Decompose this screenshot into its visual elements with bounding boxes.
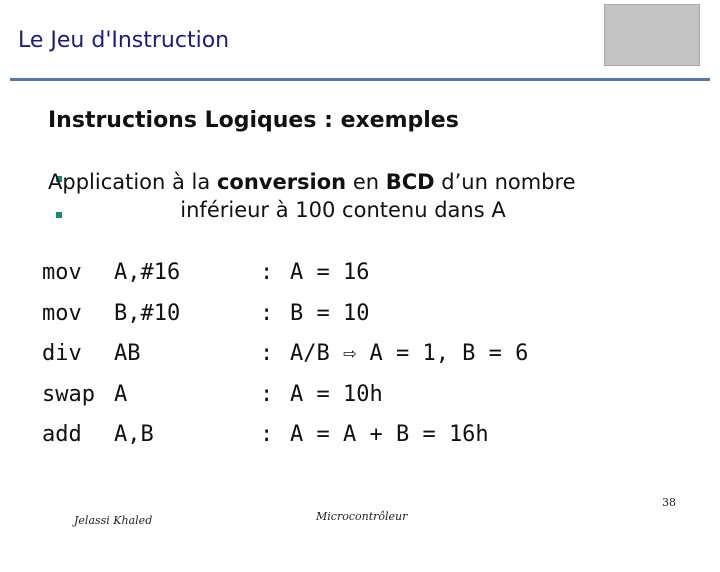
footer-subject: Microcontrôleur (316, 510, 408, 523)
code-line (42, 260, 370, 301)
corner-decoration (604, 4, 700, 66)
code-separator: : (260, 300, 274, 326)
paragraph-bold-conversion: conversion (216, 170, 347, 194)
code-opcode: div (42, 341, 82, 366)
section-heading: Instructions Logiques : exemples (48, 108, 459, 133)
code-line (42, 341, 529, 382)
description-paragraph (48, 168, 698, 224)
code-block (42, 260, 529, 463)
code-opcode: swap (42, 381, 95, 407)
code-comment: A = 10h (290, 381, 383, 407)
code-comment: A = A + B = 16h (290, 422, 489, 447)
code-operand: AB (114, 341, 141, 366)
paragraph-text: d’un nombre (434, 170, 576, 194)
paragraph-bold-bcd: BCD (385, 170, 435, 194)
title-divider (10, 78, 710, 81)
page-number: 38 (662, 496, 676, 509)
code-separator: : (260, 422, 274, 447)
slide-title: Le Jeu d'Instruction (18, 28, 230, 53)
code-opcode: mov (42, 300, 82, 326)
code-line (42, 422, 489, 463)
code-comment: A/B ⇨ A = 1, B = 6 (290, 341, 529, 366)
code-comment: B = 10 (290, 300, 370, 326)
code-comment: A = 16 (290, 260, 370, 285)
code-line (42, 381, 383, 423)
code-operand: A,B (114, 422, 154, 447)
footer-author: Jelassi Khaled (74, 514, 153, 527)
code-line (42, 300, 370, 342)
code-separator: : (260, 260, 274, 285)
paragraph-line-2: inférieur à 100 contenu dans A (180, 198, 506, 222)
code-separator: : (260, 381, 274, 407)
code-operand: A (114, 381, 128, 407)
code-operand: B,#10 (114, 300, 181, 326)
code-separator: : (260, 341, 274, 366)
code-operand: A,#16 (114, 260, 181, 285)
paragraph-text: en (346, 170, 386, 194)
paragraph-text: Application à la (48, 170, 217, 194)
code-opcode: mov (42, 260, 82, 285)
code-opcode: add (42, 422, 82, 447)
